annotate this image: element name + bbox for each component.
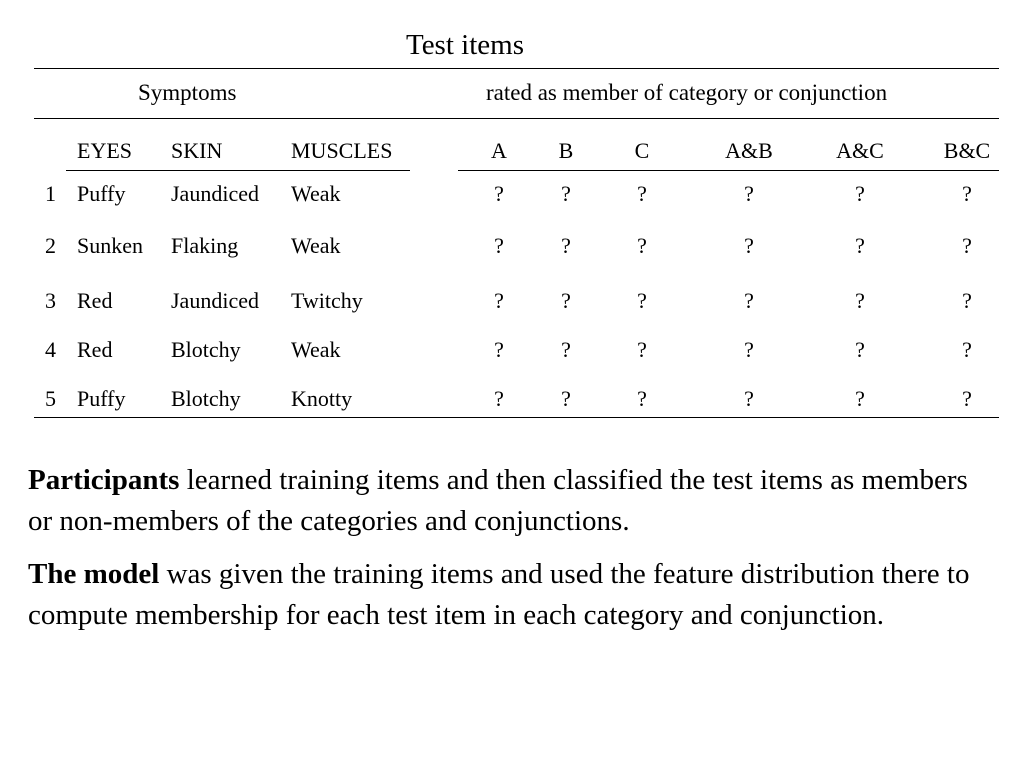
rating-cell-a: ? (494, 288, 504, 313)
skin-cell: Blotchy (171, 337, 241, 362)
rating-cell-c: ? (637, 337, 647, 362)
rating-cell-b: ? (561, 288, 571, 313)
column-header-a: A (491, 138, 507, 163)
rating-cell-a-and-c: ? (855, 386, 865, 411)
rating-cell-a-and-b: ? (744, 288, 754, 313)
rating-cell-b-and-c: ? (962, 386, 972, 411)
rating-cell-b-and-c: ? (962, 181, 972, 206)
rating-cell-a: ? (494, 181, 504, 206)
skin-cell: Jaundiced (171, 181, 259, 206)
participants-lead: Participants (28, 464, 180, 496)
rating-cell-b: ? (561, 337, 571, 362)
rating-cell-a: ? (494, 233, 504, 258)
ratings-subheader-rule (458, 170, 999, 171)
column-skin-header: SKIN (171, 138, 223, 163)
column-header-b: B (558, 138, 574, 163)
rating-cell-b: ? (561, 233, 571, 258)
rating-cell-a-and-c: ? (855, 288, 865, 313)
row-number: 1 (45, 181, 56, 206)
rating-cell-c: ? (637, 181, 647, 206)
table-top-rule (34, 68, 999, 69)
rating-cell-b-and-c: ? (962, 288, 972, 313)
rating-cell-c: ? (637, 386, 647, 411)
eyes-cell: Puffy (77, 181, 126, 206)
rating-cell-a-and-b: ? (744, 337, 754, 362)
rating-cell-a-and-b: ? (744, 181, 754, 206)
eyes-cell: Puffy (77, 386, 126, 411)
row-number: 2 (45, 233, 56, 258)
ratings-group-header: rated as member of category or conjunction (486, 80, 888, 105)
muscles-cell: Knotty (291, 386, 353, 411)
model-text: was given the training items and used the feature distribution there to compute membership for each test item in each category and conjunction. (28, 558, 970, 631)
participants-paragraph (28, 460, 988, 542)
column-header-a-and-c: A&C (836, 138, 884, 163)
rating-cell-a-and-b: ? (744, 386, 754, 411)
column-eyes-header: EYES (77, 138, 132, 163)
rating-cell-a-and-c: ? (855, 337, 865, 362)
eyes-cell: Red (77, 337, 113, 362)
rating-cell-a-and-b: ? (744, 233, 754, 258)
page-title: Test items (406, 29, 524, 61)
rating-cell-a: ? (494, 386, 504, 411)
eyes-cell: Red (77, 288, 113, 313)
column-muscles-header: MUSCLES (291, 138, 393, 163)
column-header-b-and-c: B&C (943, 138, 991, 163)
symptoms-subheader-rule (66, 170, 410, 171)
participants-text: learned training items and then classified the test items as members or non-members of the categories and conjunctions. (28, 464, 968, 537)
eyes-cell: Sunken (77, 233, 143, 258)
column-header-c: C (634, 138, 650, 163)
model-paragraph (28, 554, 988, 636)
muscles-cell: Weak (291, 233, 341, 258)
row-number: 3 (45, 288, 56, 313)
skin-cell: Jaundiced (171, 288, 259, 313)
skin-cell: Blotchy (171, 386, 241, 411)
rating-cell-b-and-c: ? (962, 233, 972, 258)
rating-cell-b-and-c: ? (962, 337, 972, 362)
skin-cell: Flaking (171, 233, 239, 258)
muscles-cell: Weak (291, 181, 341, 206)
description-area (28, 460, 988, 648)
column-header-a-and-b: A&B (725, 138, 773, 163)
muscles-cell: Weak (291, 337, 341, 362)
rating-cell-a-and-c: ? (855, 233, 865, 258)
rating-cell-a-and-c: ? (855, 181, 865, 206)
table-header-rule (34, 118, 999, 119)
model-lead: The model (28, 558, 160, 590)
rating-cell-b: ? (561, 181, 571, 206)
rating-cell-c: ? (637, 233, 647, 258)
rating-cell-b: ? (561, 386, 571, 411)
muscles-cell: Twitchy (291, 288, 363, 313)
rating-cell-a: ? (494, 337, 504, 362)
table-bottom-rule (34, 417, 999, 418)
row-number: 5 (45, 386, 56, 411)
row-number: 4 (45, 337, 56, 362)
rating-cell-c: ? (637, 288, 647, 313)
symptoms-group-header: Symptoms (138, 80, 237, 105)
